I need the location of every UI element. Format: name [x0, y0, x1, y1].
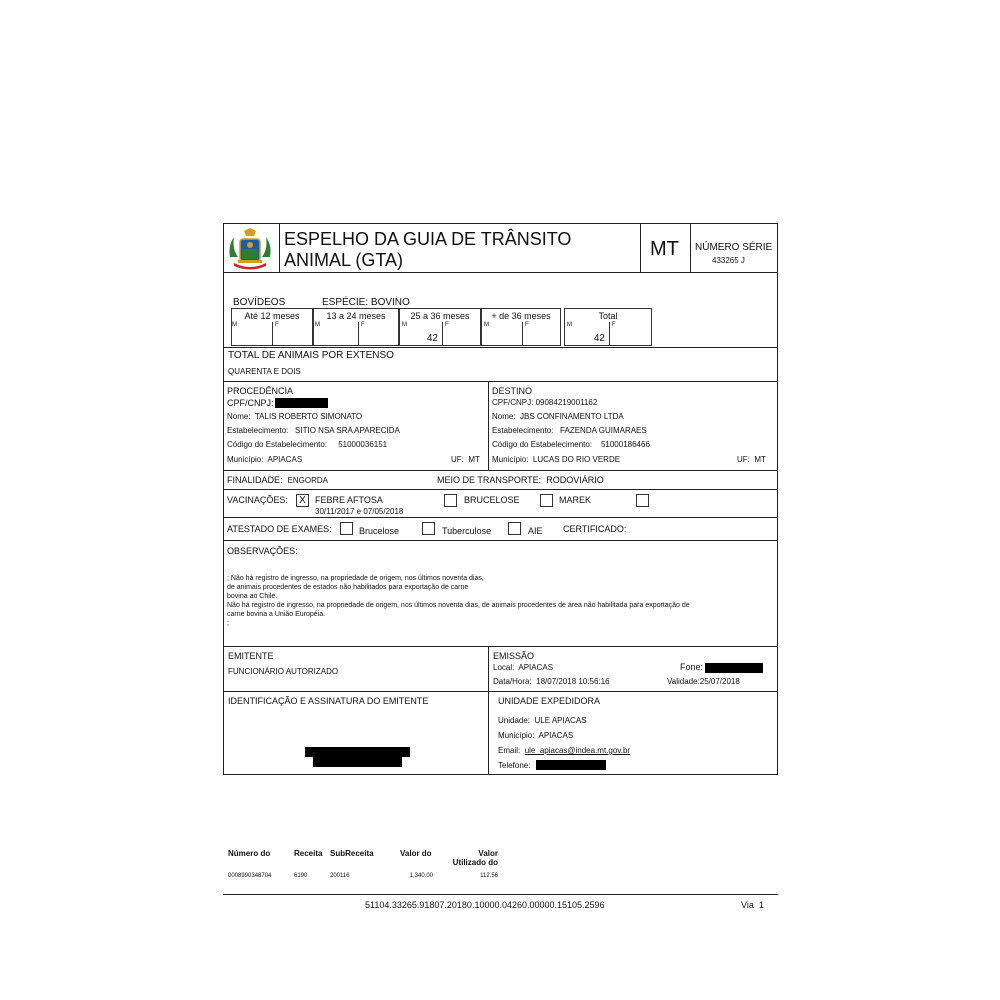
mf-divider: [442, 322, 443, 346]
header-bottom-border: [223, 272, 778, 273]
age-group-box: [231, 308, 313, 346]
age-group-label: Total: [598, 311, 618, 321]
tuberculose-label: Tuberculose: [442, 526, 492, 536]
uf-badge: MT: [650, 238, 679, 260]
signature-redaction: [305, 747, 410, 757]
observacao-line: de animais procedentes de estados não habilitados para exportação de carne: [227, 584, 469, 591]
procedencia-uf-label: UF:: [451, 455, 464, 464]
destino-cpf: 09084219001162: [535, 398, 598, 407]
via-label: Via: [741, 900, 754, 910]
header-divider-1: [279, 223, 280, 272]
mato-grosso-emblem-icon: [226, 227, 274, 271]
age-group-label: 13 a 24 meses: [326, 311, 386, 321]
transporte-label: MEIO DE TRANSPORTE:: [437, 475, 542, 485]
destino-codigo-label: Código do Estabelecimento:: [492, 440, 593, 449]
observacao-line: Não há registro de ingresso, na propriedade de origem, nos últimos noventa dias, de animais procedentes de área não habilitada para exportação de: [227, 602, 690, 609]
form-left-border: [223, 223, 224, 775]
form-right-border: [777, 223, 778, 775]
emissao-local: APIACAS: [518, 663, 554, 672]
procedencia-nome: TALIS ROBERTO SIMONATO: [254, 412, 363, 421]
procedencia-uf: MT: [468, 455, 480, 464]
observacoes-bottom-border: [223, 646, 778, 647]
table-cell: 200116: [330, 873, 350, 879]
table-header: Valor do: [400, 849, 432, 858]
procedencia-municipio-label: Município:: [227, 455, 264, 464]
destino-municipio-label: Município:: [492, 455, 529, 464]
marek-label: MAREK: [559, 495, 592, 505]
female-label: F: [525, 322, 529, 328]
emissao-validade: 25/07/2018: [699, 677, 740, 686]
procedencia-cpf-label: CPF/CNPJ:: [227, 398, 274, 408]
male-count: 42: [426, 333, 438, 344]
atestado-label: ATESTADO DE EXAMES:: [227, 524, 332, 534]
form-top-border: [223, 223, 778, 224]
unidade-label: Unidade:: [498, 716, 531, 725]
total-bottom-border: [223, 381, 778, 382]
emissao-datahora-label: Data/Hora:: [493, 677, 532, 686]
age-group-label: Até 12 meses: [244, 311, 300, 321]
male-label: M: [484, 322, 489, 328]
unidade-title: UNIDADE EXPEDIDORA: [498, 696, 601, 706]
table-header: SubReceita: [330, 849, 374, 858]
redaction-bar: [536, 760, 606, 770]
emissao-bottom-border: [223, 691, 778, 692]
brucelose-vacina-label: BRUCELOSE: [464, 495, 520, 505]
destino-uf-label: UF:: [737, 455, 750, 464]
emissao-validade-label: Validade:: [667, 677, 700, 686]
destino-municipio: LUCAS DO RIO VERDE: [532, 455, 621, 464]
procedencia-title: PROCEDÊNCIA: [227, 386, 294, 396]
unidade-municipio: APIACAS: [538, 731, 574, 740]
table-header: Número do: [228, 849, 271, 858]
emissao-fone-label: Fone:: [680, 662, 704, 672]
male-label: M: [567, 322, 572, 328]
table-header: Valor Utilizado do: [452, 849, 498, 867]
vacinacoes-label: VACINAÇÕES:: [227, 495, 288, 505]
finalidade-bottom-border: [223, 489, 778, 490]
male-label: M: [402, 322, 407, 328]
redaction-bar: [275, 398, 328, 408]
emissao-local-label: Local:: [493, 663, 515, 672]
procedencia-nome-label: Nome:: [227, 412, 251, 421]
serie-value: 433265 J: [712, 256, 745, 265]
destino-uf: MT: [754, 455, 766, 464]
destino-estab-label: Estabelecimento:: [492, 426, 554, 435]
finalidade-label: FINALIDADE:: [227, 475, 283, 485]
age-group-box: [313, 308, 399, 346]
procedencia-codigo: 51000036151: [338, 440, 388, 449]
outra-vacina-checkbox[interactable]: [636, 494, 649, 507]
febre-aftosa-checkbox[interactable]: X: [296, 494, 309, 507]
proc-dest-divider: [488, 381, 489, 471]
observacoes-label: OBSERVAÇÕES:: [227, 546, 298, 556]
title-line-2: ANIMAL (GTA): [284, 250, 404, 270]
marek-checkbox[interactable]: [540, 494, 553, 507]
signature-redaction: [313, 757, 402, 767]
destino-nome: JBS CONFINAMENTO LTDA: [520, 412, 624, 421]
aie-label: AIE: [528, 526, 543, 536]
unidade-email-label: Email:: [498, 746, 521, 755]
table-cell: 6190: [294, 873, 308, 879]
especie-bottom-border: [223, 347, 778, 348]
header-divider-3: [690, 223, 691, 272]
observacao-line: carne bovina a União Européia.: [227, 611, 326, 618]
age-group-box: [399, 308, 481, 346]
age-group-total-box: [564, 308, 652, 346]
tuberculose-checkbox[interactable]: [422, 522, 435, 535]
brucelose-vacina-checkbox[interactable]: [444, 494, 457, 507]
observacao-line: ; Não há registro de ingresso, na propriedade de origem, nos últimos noventa dias,: [227, 575, 484, 582]
brucelose-exame-checkbox[interactable]: [340, 522, 353, 535]
observacao-line: bovina ao Chile.: [227, 593, 278, 600]
total-extenso-value: QUARENTA E DOIS: [228, 367, 301, 376]
procedencia-estab: SITIO NSA SRA APARECIDA: [295, 426, 400, 435]
mf-divider: [358, 322, 359, 346]
brucelose-exame-label: Brucelose: [359, 526, 400, 536]
mf-divider: [609, 322, 610, 346]
assinatura-title: IDENTIFICAÇÃO E ASSINATURA DO EMITENTE: [228, 696, 429, 706]
especie-label: ESPÉCIE: BOVINO: [322, 297, 410, 308]
destino-title: DESTINO: [492, 386, 533, 396]
female-label: F: [612, 322, 616, 328]
proc-dest-bottom-border: [223, 470, 778, 471]
header-divider-2: [640, 223, 641, 272]
age-group-label: 25 a 36 meses: [410, 311, 470, 321]
total-extenso-label: TOTAL DE ANIMAIS POR EXTENSO: [228, 350, 394, 361]
female-label: F: [361, 322, 365, 328]
procedencia-estab-label: Estabelecimento:: [227, 426, 289, 435]
febre-aftosa-dates: 30/11/2017 e 07/05/2018: [315, 507, 404, 516]
barcode-number: 51104.33265.91807.20180.10000.04260.00000.15105.2596: [365, 900, 605, 910]
age-group-box: [481, 308, 561, 346]
unidade-municipio-label: Município:: [498, 731, 535, 740]
febre-aftosa-label: FEBRE AFTOSA: [315, 495, 383, 505]
destino-codigo: 51000186466: [600, 440, 650, 449]
table-header: Receita: [294, 849, 323, 858]
destino-cpf-label: CPF/CNPJ:: [492, 398, 534, 407]
unidade-email-link[interactable]: ule_apiacas@indea.mt.gov.br: [524, 746, 631, 755]
male-label: M: [232, 322, 237, 328]
vacinacoes-bottom-border: [223, 517, 778, 518]
emissao-title: EMISSÃO: [493, 651, 535, 661]
transporte-value: RODOVIÁRIO: [546, 475, 604, 485]
serie-label: NÚMERO SÉRIE: [695, 242, 773, 253]
table-cell: 112.56: [480, 873, 498, 879]
unidade-telefone-label: Telefone:: [498, 761, 531, 770]
title-line-1: ESPELHO DA GUIA DE TRÂNSITO: [284, 229, 572, 249]
emitente-value: FUNCIONÁRIO AUTORIZADO: [228, 667, 339, 676]
redaction-bar: [705, 663, 763, 673]
destino-estab: FAZENDA GUIMARAES: [560, 426, 647, 435]
mf-divider: [272, 322, 273, 346]
male-label: M: [315, 322, 320, 328]
procedencia-municipio: APIACAS: [267, 455, 303, 464]
table-cell: 0008990348704: [228, 873, 272, 879]
female-label: F: [275, 322, 279, 328]
via-number: 1: [758, 900, 764, 910]
emitente-divider: [488, 646, 489, 774]
table-cell: 1,340.00: [409, 873, 433, 879]
observacao-line: ;: [227, 620, 229, 627]
footer-rule: [223, 894, 778, 895]
emitente-title: EMITENTE: [228, 651, 274, 661]
document-title: [284, 229, 571, 271]
finalidade-value: ENGORDA: [287, 476, 328, 485]
categoria-label: BOVÍDEOS: [233, 297, 286, 308]
age-group-label: + de 36 meses: [491, 311, 551, 321]
mf-divider: [522, 322, 523, 346]
female-label: F: [445, 322, 449, 328]
atestado-bottom-border: [223, 540, 778, 541]
emissao-datahora: 18/07/2018 10:56:16: [536, 677, 610, 686]
procedencia-codigo-label: Código do Estabelecimento:: [227, 440, 328, 449]
male-count: 42: [593, 333, 605, 344]
unidade-value: ULE APIACAS: [534, 716, 587, 725]
observacoes-text: [227, 574, 690, 628]
form-bottom-border: [223, 774, 778, 775]
certificado-label: CERTIFICADO:: [563, 524, 627, 534]
destino-nome-label: Nome:: [492, 412, 516, 421]
aie-checkbox[interactable]: [508, 522, 521, 535]
